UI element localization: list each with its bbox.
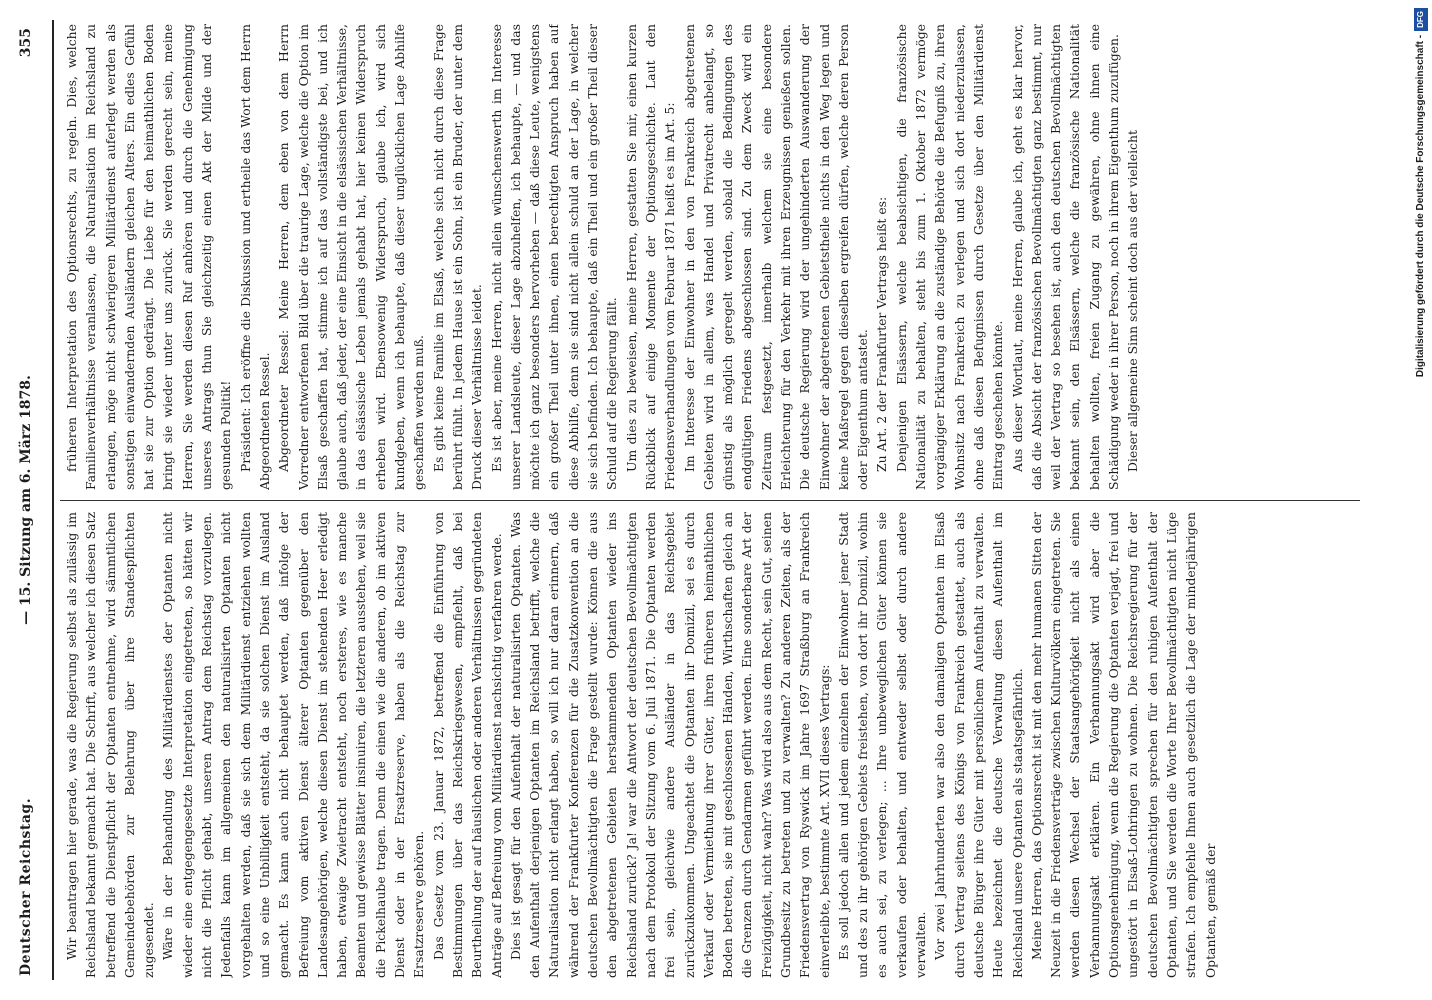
- paragraph: Meine Herren, das Optionsrecht ist mit den mehr humanen Sitten der Neuzeit in die Friedensverträge zwischen Kulturvölkern eingetreten. Sie werden diesen Wechsel der Staatsangehörigkeit nicht als einen Verbannungsakt erklären. Ein Verbannungsakt wird aber die Optionsgenehmigung, wenn die Regierung die Optanten verjagt, frei und ungestört in Elsaß-Lothringen zu wohnen. Die Reichsregierung für der deutschen Bevollmächtigten sprechen für den ruhigen Aufenthalt der Optanten, und Sie werden die Worte Ihrer Bevollmächtigten nicht Lüge strafen. Ich empfehle Ihnen auch gesetzlich die Lage der minderjährigen Optanten, gemäß der: [1028, 512, 1218, 978]
- header-rule: [52, 20, 54, 980]
- paragraph: Zu Art. 2 der Frankfurter Vertrags heißt es:: [874, 196, 890, 472]
- paragraph: Denjenigen Elsässern, welche beabsichtigen, die französische Nationalität zu behalten, steht bis zum 1. Oktober 1872 vermöge vorgängiger Erklärung an die zuständige Behörde die Befugniß zu, ihren Wohnsitz nach Frankreich zu verlegen und sich dort niederzulassen, ohne daß diesen Befugnissen durch Gesetze über den Militärdienst Eintrag geschehen könnte.: [893, 24, 1006, 490]
- page-number: 355: [18, 28, 34, 58]
- right-column: [62, 24, 1360, 490]
- running-head-center: — 15. Sitzung am 6. März 1878.: [18, 375, 34, 625]
- column-divider: [60, 500, 1360, 501]
- paragraph: Wir beantragen hier gerade, was die Regierung selbst als zulässig im Reichsland bekannt gemacht hat. Die Schrift, aus welcher ich diesen Satz betreffend die Dienstpflicht der Optanten entnehme, wird sämmtlichen Gemeindebehörden zur Belehrung über ihre Standespflichten zugesendet.: [64, 512, 157, 978]
- paragraph: Präsident: Ich eröffne die Diskussion und ertheile das Wort dem Herrn Abgeordneten Ressel.: [237, 24, 272, 490]
- digitization-credit: [1412, 8, 1430, 992]
- paragraph: Wäre in der Behandlung des Militärdienstes der Optanten nicht wieder eine entgegengesetzte Interpretation eingetreten, so hätten wir nicht die Pflicht gehabt, unseren Antrag dem Reichstag vorzulegen. Jedenfalls kann im allgemeinen den naturalisirten Optanten nicht vorgehalten werden, daß sie sich dem Militärdienst entziehen wollten und so eine Unbilligkeit entsteht, da sie solchen Dienst im Ausland gemacht. Es kann auch nicht behauptet werden, daß infolge der Befreiung vom aktiven Dienst älterer Optanten gegenüber den Landesangehörigen, welche diesen Dienst im stehenden Heer erledigt haben, etwaige Zwietracht entsteht, noch ersteres, wie es manche Beamten und gewisse Blätter insinuiren, die letzteren ausstehen, weil sie die Pickelhaube tragen. Denn die einen wie die anderen, ob im aktiven Dienst oder in der Ersatzreserve, haben als die Reichstag zur Ersatzreserve gehören.: [160, 512, 427, 978]
- paragraph: Dieser allgemeine Sinn scheint doch aus der vielleicht: [1125, 130, 1141, 472]
- paragraph: Abgeordneter Ressel: Meine Herren, dem eben von dem Herrn Vorredner entworfenen Bild über die traurige Lage, welche die Option im Elsaß geschaffen hat, stimme ich auf das vollständigste bei, und ich glaube auch, daß jeder, der eine Einsicht in die elsässischen Verhältnisse, in das elsässische Leben jemals gehabt hat, hier keinen Widerspruch erheben wird. Ebensowenig Widerspruch, glaube ich, wird sich kundgeben, wenn ich behaupte, daß dieser unglücklichen Lage Abhilfe geschaffen werden muß.: [276, 24, 427, 490]
- left-column: [62, 512, 1360, 978]
- paragraph: Aus dieser Wortlaut, meine Herren, glaube ich, geht es klar hervor, daß die Absicht der französischen Bevollmächtigten ganz bestimmt, nur weil der Vertrag so besehen ist, auch den deutschen Bevollmächtigten bekannt sein, den Elsässern, welche die französische Nationalität behalten wollten, freien Zugang zu gewähren, ohne ihnen eine Schädigung weder in ihrer Person, noch in ihrem Eigenthum zuzufügen.: [1009, 24, 1122, 490]
- paragraph: Im Interesse der Einwohner in den von Frankreich abgetretenen Gebieten wird in allem, was Handel und Privatrecht anbelangt, so günstig als möglich geregelt werden, sobald die Bedingungen des endgültigen Friedens abgeschlossen sind. Zu dem Zweck wird ein Zeitraum festgesetzt, innerhalb welchem sie eine besondere Erleichterung für den Verkehr mit ihren Erzeugnissen genießen sollen. Die deutsche Regierung wird der ungehinderten Auswanderung der Einwohner der abgetretenen Gebietstheile nichts in den Weg legen und keine Maßregel gegen dieselben ergreifen dürfen, welche deren Person oder Eigenthum antastet.: [681, 24, 871, 490]
- running-head-left: Deutscher Reichstag.: [18, 797, 34, 976]
- paragraph: Es soll jedoch allen und jedem einzelnen der Einwohner jener Stadt und des zu ihr gehörigen Gebiets freistehen, von dort ihr Domizil, wohin es auch sei, zu verlegen; ... Ihre unbeweglichen Güter können sie verkaufen oder behalten, und entweder selbst oder durch andere verwalten.: [835, 512, 929, 978]
- paragraph: Es ist aber, meine Herren, nicht allein wünschenswerth im Interesse unserer Landsleute, dieser Lage abzuhelfen, ich behaupte, — und das möchte ich ganz besonders hervorheben — daß diese Leute, wenigstens ein großer Theil unter ihnen, einen berechtigten Anspruch haben auf diese Abhilfe, denn sie sind nicht allein schuld an der Lage, in welcher sie sich befinden. Ich behaupte, daß ein Theil und ein großer Theil dieser Schuld auf die Regierung fällt.: [488, 24, 620, 490]
- paragraph: Es gibt keine Familie im Elsaß, welche sich nicht durch diese Frage berührt fühlt. In jedem Hause ist ein Sohn, ist ein Bruder, der unter dem Druck dieser Verhältnisse leidet.: [430, 24, 485, 490]
- dfg-logo: DFG: [1414, 8, 1428, 31]
- paragraph: Dies ist gesagt für den Aufenthalt der naturalisirten Optanten. Was den Aufenthalt derjenigen Optanten im Reichsland betrifft, welche die Naturalisation nicht erlangt haben, so will ich nur daran erinnern, daß während der Frankfurter Konferenzen für die Zusatzkonvention an die deutschen Bevollmächtigten die Frage gestellt wurde: Können die aus den abgetretenen Gebieten herstammenden Optanten wieder ins Reichsland zurück? Ja! war die Antwort der deutschen Bevollmächtigten nach dem Protokoll der Sitzung vom 6. Juli 1871. Die Optanten werden frei sein, gleichwie andere Ausländer in das Reichsgebiet zurückzukommen. Ungeachtet die Optanten ihr Domizil, sei es durch Verkauf oder Vermiethung ihrer Güter, ihren früheren heimathlichen Boden betreten, sie mit geschlossenen Händen, Wirthschaften gleich an die Grenzen durch Gendarmen geführt werden. Eine sonderbare Art der Freizügigkeit, nicht wahr? Was wird also aus dem Recht, sein Gut, seinen Grundbesitz zu betreten und zu verwalten? Zu anderen Zeiten, als der Friedensvertrag von Ryswick im Jahre 1697 Straßburg an Frankreich einverleibte, bestimmte Art. XVII dieses Vertrags:: [507, 512, 832, 978]
- paragraph: Das Gesetz vom 23. Januar 1872, betreffend die Einführung von Bestimmungen über das Reichskriegswesen, empfiehlt, daß bei Beurtheilung der auf häuslichen oder anderen Verhältnissen gegründeten Anträge auf Befreiung vom Militärdienst nachsichtig verfahren werde.: [430, 512, 504, 978]
- credit-text: Digitalisierung gefördert durch die Deutsche Forschungsgemeinschaft -: [1415, 34, 1426, 378]
- paragraph: früheren Interpretation des Optionsrechts, zu regeln. Dies, welche Familienverhältnisse veranlassen, die Naturalisation im Reichsland zu erlangen, möge nicht schwierigeren Militärdienst auferlegt werden als sonstigen einwandernden Ausländern gleichen Alters. Ein edles Gefühl hat sie zur Option gedrängt. Die Liebe für den heimathlichen Boden bringt sie wieder unter uns zurück. Sie werden gerecht sein, meine Herren, Sie werden diesen Ruf anhören und durch die Genehmigung unseres Antrags thun Sie gleichzeitig einen Akt der Milde und der gesunden Politik!: [64, 24, 234, 490]
- paragraph: Vor zwei Jahrhunderten war also den damaligen Optanten im Elsaß durch Vertrag seitens des Königs von Frankreich gestattet, auch als deutsche Bürger ihre Güter mit persönlichem Aufenthalt zu verwalten. Heute bezeichnet die deutsche Verwaltung diesen Aufenthalt im Reichsland unsere Optanten als staatsgefährlich.: [932, 512, 1025, 978]
- paragraph: Um dies zu beweisen, meine Herren, gestatten Sie mir, einen kurzen Rückblick auf einige Momente der Optionsgeschichte. Laut den Friedensverhandlungen vom Februar 1871 heißt es im Art. 5:: [623, 24, 678, 490]
